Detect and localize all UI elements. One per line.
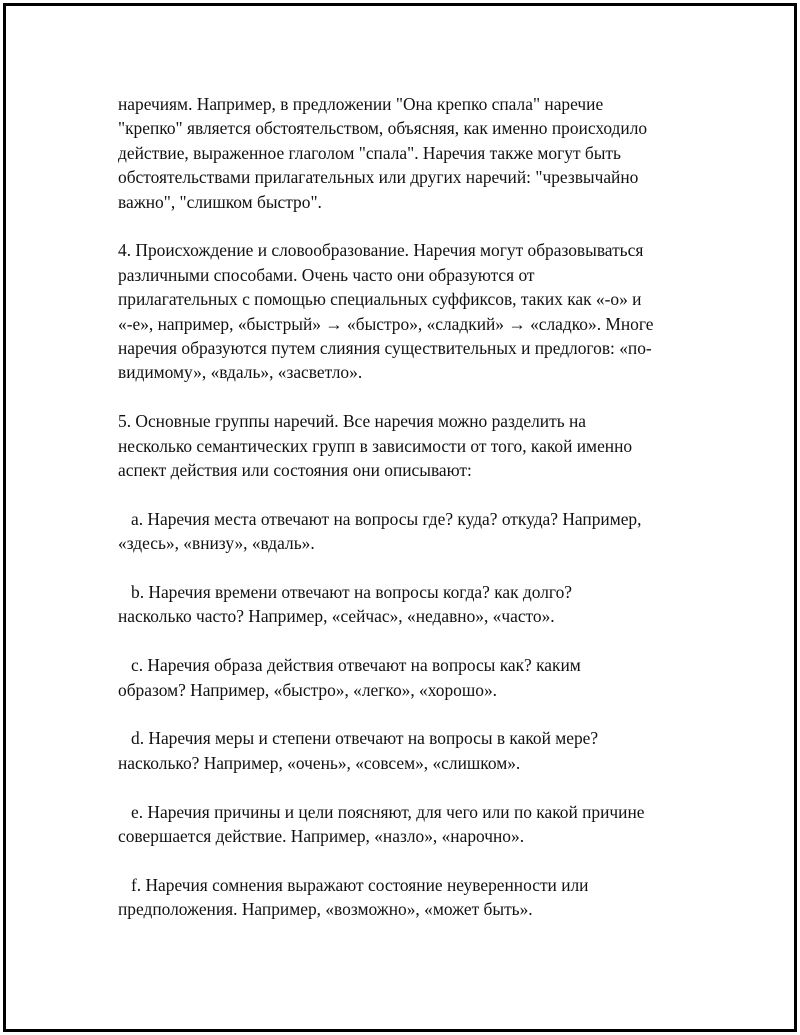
list-item-first-line: f. Наречия сомнения выражают состояние неуверенности или [131, 874, 589, 895]
paragraph-adverb-function: наречиям. Например, в предложении "Она крепко спала" наречие "крепко" является обстоятельством, объясняя, как именно происходило действие, выраженное глаголом "спала". Наречия также могут быть обстоятельствами прилагательных или других наречий: "чрезвычайно важно", "слишком быстро". [118, 94, 648, 212]
list-item-place [118, 507, 698, 556]
list-item-continuation: совершается действие. Например, «назло», «нарочно». [118, 826, 525, 847]
list-item-first-line: b. Наречия времени отвечают на вопросы когда? как долго? [131, 582, 573, 603]
list-item-cause-purpose [118, 800, 698, 849]
list-item-first-line: c. Наречия образа действия отвечают на вопросы как? каким [131, 655, 581, 676]
list-item-continuation: предположения. Например, «возможно», «может быть». [118, 899, 533, 920]
document-body [118, 92, 698, 946]
list-item-time [118, 580, 698, 629]
list-item-continuation: «здесь», «внизу», «вдаль». [118, 533, 315, 554]
list-item-continuation: насколько? Например, «очень», «совсем», «слишком». [118, 752, 521, 773]
list-item-manner [118, 653, 698, 702]
list-item-first-line: d. Наречия меры и степени отвечают на вопросы в какой мере? [131, 728, 599, 749]
paragraph-origin-word-formation: 4. Происхождение и словообразование. Наречия могут образовываться различными способами. Очень часто они образуются от прилагательных с помощью специальных суффиксов, таких как «-о» и «-е», например, «быстрый» → «быстро», «сладкий» → «сладко». Многе наречия образуются путем слияния существительных и предлогов: «по- видимому», «вдаль», «засветло». [118, 240, 654, 383]
list-item-degree [118, 726, 698, 775]
paragraph-adverb-groups: 5. Основные группы наречий. Все наречия можно разделить на несколько семантических групп в зависимости от того, какой именно аспект действия или состояния они описывают: [118, 411, 633, 481]
list-item-continuation: образом? Например, «быстро», «легко», «хорошо». [118, 679, 497, 700]
list-item-continuation: насколько часто? Например, «сейчас», «недавно», «часто». [118, 606, 555, 627]
list-item-first-line: a. Наречия места отвечают на вопросы где? куда? откуда? Например, [131, 508, 642, 529]
list-item-doubt [118, 873, 698, 922]
list-item-first-line: e. Наречия причины и цели поясняют, для чего или по какой причине [131, 801, 645, 822]
